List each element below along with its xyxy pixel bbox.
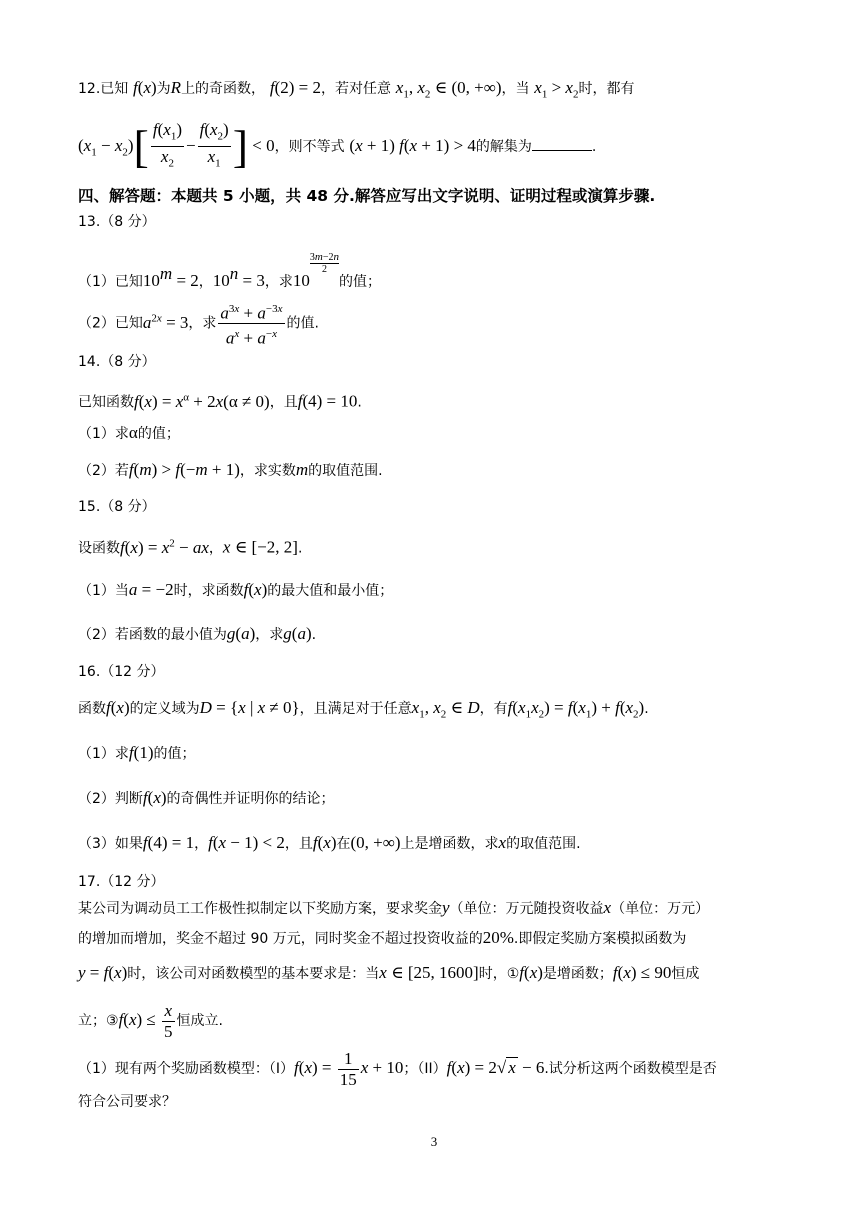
q15-text: 时，求函数 [173,583,244,599]
q14-part2: （2）若f(m) > f(−m + 1)，求实数m的取值范围. [78,460,383,479]
q17-text: .即假定奖励方案模拟函数为 [513,931,687,947]
q12-text: 上的奇函数， [181,81,266,97]
q12-number: 12. [78,81,101,97]
q13-text: ，求 [188,315,217,332]
q16-text: ，有 [479,701,508,717]
q15-text: （2）若函数的最小值为 [78,627,227,643]
q15-heading: 15.（8 分） [78,499,156,515]
q13-part1: （1）已知$10^m = 2$，$10^n = 3$，求10 $^{\frac{3m-2n}{2}}$ 的值； [78,251,381,290]
q17-text: 时，该公司对函数模型的基本要求是：当 [127,966,380,982]
q15-text: 设函数 [78,540,120,557]
section-title: 四、解答题：本题共 5 小题，共 48 分.解答应写出文字说明、证明过程或演算步骤. [78,187,656,205]
q17-line3: y = f(x)时，该公司对函数模型的基本要求是：当x ∈ [25, 1600]时，①f(x)是增函数；f(x) ≤ 90恒成 [78,963,700,982]
q15-text: （1）当 [78,583,129,599]
q17-line6: 符合公司要求？ [78,1094,176,1110]
q14-text: 的值； [137,426,180,442]
q17-text: 恒成 [671,966,700,982]
q14-text: 的取值范围. [308,463,383,479]
q16-text: ，且 [284,836,313,852]
q16-text: 的取值范围. [506,836,581,852]
q12-text: ，若对任意 [321,81,391,97]
q12-text: 的解集为 [475,138,532,155]
q15-text: ， [208,540,223,557]
q16-part3: （3）如果f(4) = 1，f(x − 1) < 2，且f(x)在(0, +∞)上是增函数，求x的取值范围. [78,833,581,852]
q14-stem: 已知函数$f(x) = x^\alpha + 2x(\alpha \ne 0)$，且f(4) = 10. [78,391,362,411]
q17-text: 的增加而增加，奖金不超过 90 万元，同时奖金不超过投资收益的 [78,931,483,947]
q16-heading: 16.（12 分） [78,664,165,680]
q17-text: 恒成立. [176,1013,223,1029]
q17-line4: 立；③f(x) ≤ $\frac{x}{5}$ 恒成立. [78,1000,223,1041]
q16-stem: 函数f(x)的定义域为D = {x | x ≠ 0}，且满足对于任意$x_1$, $x_2$ ∈ D，有$f(x_1x_2) = f(x_1) + f(x_2)$. [78,698,649,721]
q15-text: . [311,627,317,643]
q16-text: （1）求 [78,746,129,762]
q15-part2: （2）若函数的最小值为g(a)，求g(a). [78,624,317,643]
q17-text: （单位：万元） [611,901,710,917]
q14-text: . [357,394,362,411]
q17-text: （1）现有两个奖励函数模型：（I） [78,1061,295,1077]
q12-line2: $(x_1 - x_2)$[ $\frac{f(x_1)}{x_2}$ − $\frac{f(x_2)}{x_1}$ ] < 0，则不等式 (x + 1) f(x + 1) > 4的解集为 . [78,120,597,172]
q17-line5: （1）现有两个奖励函数模型：（I）f(x) = $\frac{1}{15}$ x + 10；（II）f(x) = 2√ x − 6.试分析这两个函数模型是否 [78,1048,717,1089]
q16-text: . [644,701,649,717]
q16-text: 的值； [153,746,196,762]
q13-text: ， [198,274,213,290]
q12-text: 为 [156,81,171,97]
q16-text: ， [194,836,209,852]
q13-text: （2）已知 [78,315,143,332]
q17-text: .试分析这两个函数模型是否 [544,1061,717,1077]
q12-text: ，则不等式 [274,138,345,155]
q14-text: （2）若 [78,463,129,479]
q16-text: （2）判断 [78,791,143,807]
q14-heading: 14.（8 分） [78,354,156,370]
q12-text: 时，都有 [578,81,635,97]
q12-text: 已知 [100,81,129,97]
q16-text: ，且满足对于任意 [299,701,412,717]
q16-text: 的奇偶性并证明你的结论； [166,791,335,807]
q15-part1: （1）当a = −2时，求函数f(x)的最大值和最小值； [78,580,394,599]
q17-text: 某公司为调动员工工作极性拟制定以下奖励方案，要求奖金 [78,901,442,917]
q16-part2: （2）判断f(x)的奇偶性并证明你的结论； [78,788,335,807]
q17-text: 时，① [478,966,520,982]
q13-text: 的值； [338,274,381,290]
q13-part2: （2）已知$a^{2x} = 3$，求 $\frac{a^{3x} + a^{-3x}}{a^x + a^{-x}}$ 的值. [78,296,798,349]
q13-text: （1）已知 [78,274,143,290]
q13-text: ，求 [264,274,293,290]
q14-text: ，且 [269,394,298,411]
q17-text: ；（II） [403,1061,447,1077]
q16-text: 函数 [78,701,106,717]
q17-line1: 某公司为调动员工工作极性拟制定以下奖励方案，要求奖金y（单位：万元随投资收益x（单位：万元） [78,898,710,917]
q17-text: 是增函数； [542,966,613,982]
q13-heading: 13.（8 分） [78,214,156,230]
q16-part1: （1）求f(1)的值； [78,743,196,762]
q16-text: 的定义域为 [129,701,200,717]
q15-text: . [297,540,303,557]
q17-text: 立；③ [78,1013,119,1029]
page-number: 3 [430,1134,438,1149]
q12-text: . [591,138,597,155]
q14-text: （1）求 [78,426,129,442]
q17-text: （单位：万元随投资收益 [449,901,604,917]
q16-text: 在 [336,836,351,852]
q14-text: ，求实数 [239,463,296,479]
q12-text: ，当 [501,81,530,97]
q16-text: 上是增函数，求 [400,836,499,852]
q15-text: 的最大值和最小值； [267,583,394,599]
q12-line1: 12.已知 f(x)为R上的奇函数， f(2) = 2，若对任意 $x_1$, $x_2$ ∈ (0, +∞)，当 $x_1 > x_2$时，都有 [78,78,635,101]
q16-text: （3）如果 [78,836,143,852]
q17-text: 20% [482,928,514,947]
q13-text: 的值. [286,315,319,332]
q17-line2 [78,926,798,951]
answer-blank[interactable] [532,134,592,151]
q17-heading: 17.（12 分） [78,874,165,890]
q15-stem: 设函数$f(x) = x^2$ − ax，x ∈ [−2, 2]. [78,537,303,557]
q14-part1: （1）求α的值； [78,423,180,442]
q15-text: ，求 [255,627,284,643]
q14-text: 已知函数 [78,394,134,411]
